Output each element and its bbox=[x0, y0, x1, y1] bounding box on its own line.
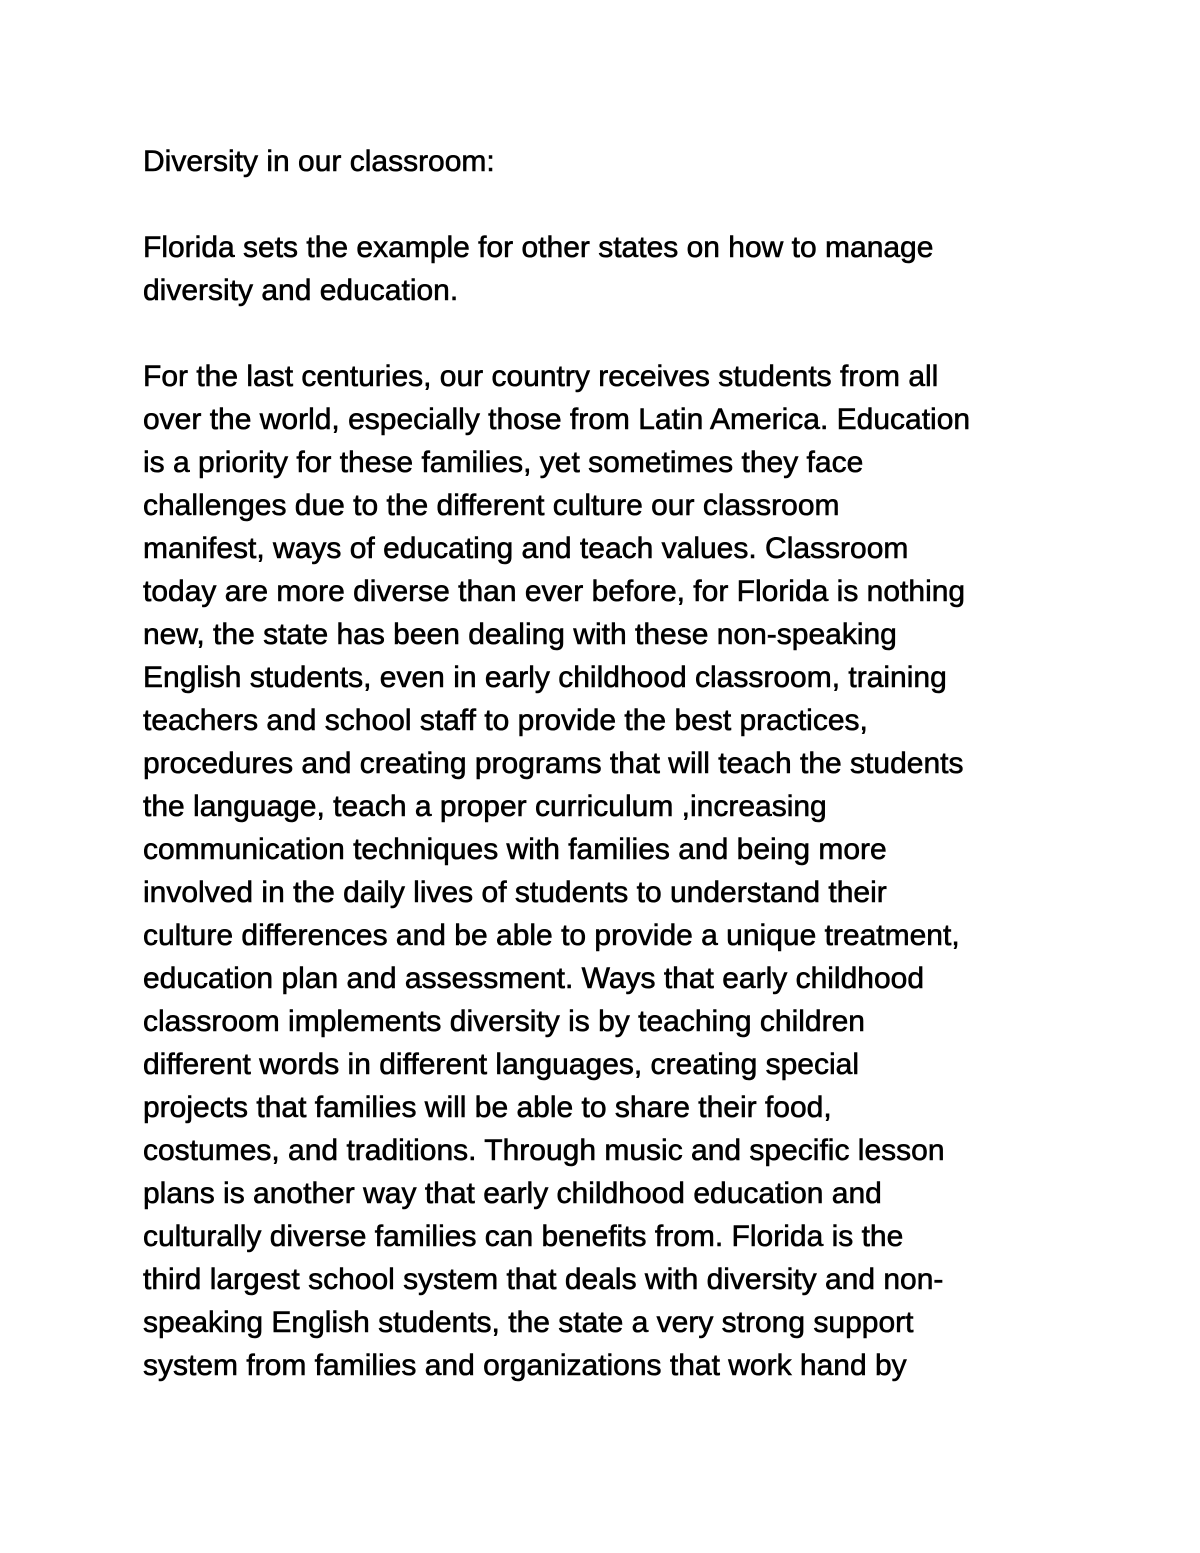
body-line: projects that families will be able to share their food, bbox=[143, 1091, 832, 1124]
document-body bbox=[143, 140, 1083, 1387]
body-line: teachers and school staff to provide the best practices, bbox=[143, 704, 868, 737]
body-line: different words in different languages, creating special bbox=[143, 1048, 860, 1081]
body-line: culturally diverse families can benefits from. Florida is the bbox=[143, 1220, 904, 1253]
paragraph-gap bbox=[143, 312, 1083, 355]
body-line: costumes, and traditions. Through music and specific lesson bbox=[143, 1134, 945, 1167]
body-line: third largest school system that deals with diversity and non- bbox=[143, 1263, 944, 1296]
body-line: For the last centuries, our country receives students from all bbox=[143, 360, 939, 393]
body-line: today are more diverse than ever before, for Florida is nothing bbox=[143, 575, 966, 608]
body-line: procedures and creating programs that will teach the students bbox=[143, 747, 964, 780]
paragraph-gap bbox=[143, 183, 1083, 226]
body-line: culture differences and be able to provide a unique treatment, bbox=[143, 919, 960, 952]
body-line: over the world, especially those from Latin America. Education bbox=[143, 403, 971, 436]
body-line: system from families and organizations that work hand by bbox=[143, 1349, 907, 1382]
document-heading: Diversity in our classroom: bbox=[143, 145, 495, 178]
body-line: plans is another way that early childhood education and bbox=[143, 1177, 882, 1210]
body-line: education plan and assessment. Ways that early childhood bbox=[143, 962, 925, 995]
intro-line: Florida sets the example for other states on how to manage bbox=[143, 231, 934, 264]
body-line: the language, teach a proper curriculum ,increasing bbox=[143, 790, 827, 823]
body-line: new, the state has been dealing with these non-speaking bbox=[143, 618, 897, 651]
intro-line: diversity and education. bbox=[143, 274, 459, 307]
body-paragraph bbox=[143, 355, 1083, 1387]
body-line: challenges due to the different culture our classroom bbox=[143, 489, 840, 522]
body-line: is a priority for these families, yet sometimes they face bbox=[143, 446, 864, 479]
intro-paragraph bbox=[143, 226, 1083, 312]
body-line: speaking English students, the state a very strong support bbox=[143, 1306, 914, 1339]
body-line: involved in the daily lives of students to understand their bbox=[143, 876, 887, 909]
body-line: manifest, ways of educating and teach values. Classroom bbox=[143, 532, 909, 565]
body-line: classroom implements diversity is by teaching children bbox=[143, 1005, 865, 1038]
body-line: communication techniques with families and being more bbox=[143, 833, 887, 866]
body-line: English students, even in early childhood classroom, training bbox=[143, 661, 947, 694]
